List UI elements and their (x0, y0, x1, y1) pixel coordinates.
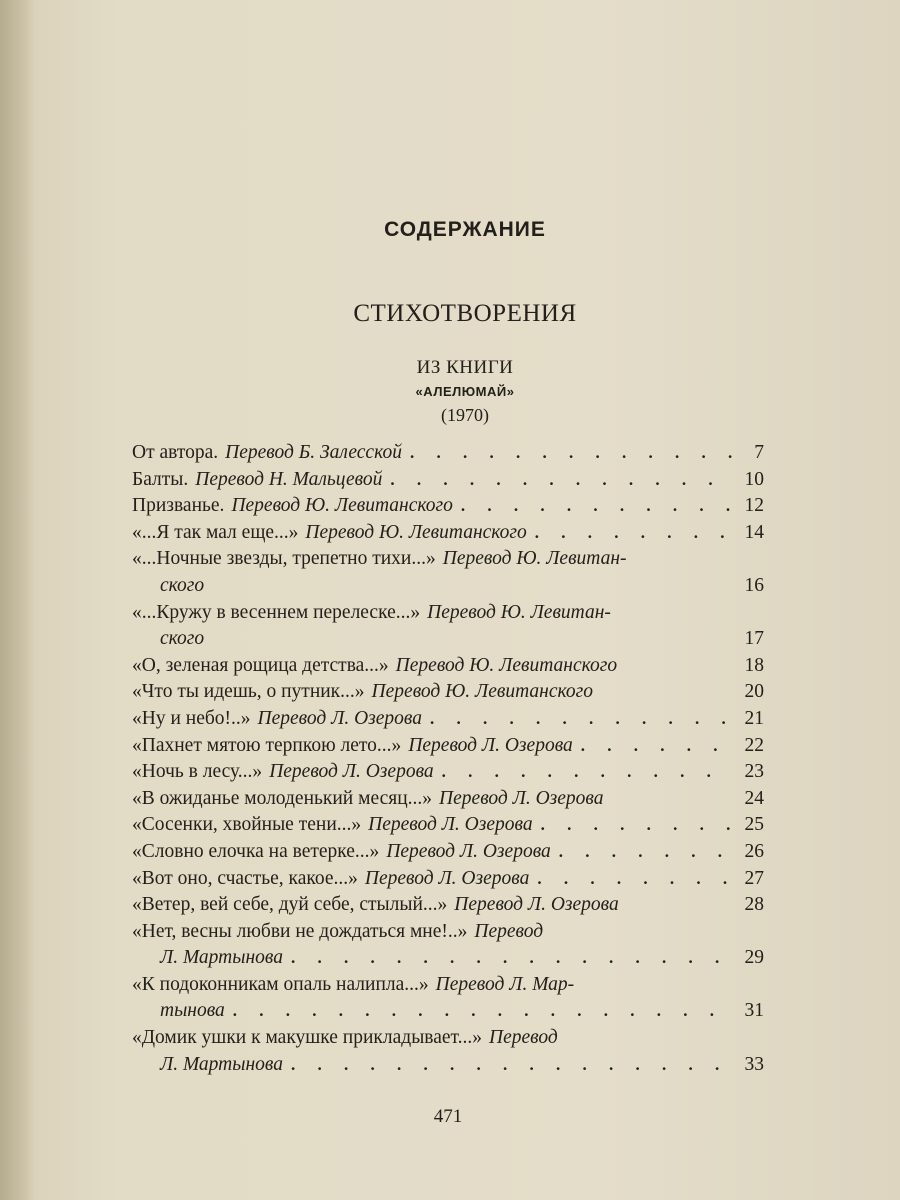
toc-entry-translator: Перевод Ю. Левитан- (427, 601, 611, 623)
toc-entry-translator-continuation: тынова (160, 1000, 225, 1022)
toc-entry (132, 493, 764, 520)
toc-entry (132, 839, 764, 866)
toc-entry-title: Призванье. (132, 495, 225, 517)
toc-entry-title: «Ну и небо!..» (132, 707, 251, 729)
toc-entry-title: «...Я так мал еще...» (132, 521, 299, 543)
toc-entry-title: «Ночь в лесу...» (132, 761, 263, 783)
toc-entry-page: 23 (744, 761, 764, 783)
toc-entry-title: «Сосенки, хвойные тени...» (132, 814, 362, 836)
toc-entry-page: 16 (744, 574, 764, 596)
toc-entry-line (132, 600, 764, 627)
toc-entry-translator: Перевод Л. Озерова (439, 787, 604, 809)
toc-entry-translator: Перевод Ю. Левитанского (231, 495, 453, 517)
book-year-heading: (1970) (441, 405, 489, 425)
toc-entry-translator: Перевод (489, 1027, 558, 1049)
toc-entry-translator-continuation: ского (160, 628, 205, 650)
toc-entry-translator: Перевод Л. Озерова (364, 867, 530, 889)
toc-entry (132, 1025, 764, 1078)
toc-entry-title: «Словно елочка на ветерке...» (132, 840, 380, 862)
toc-entry (132, 600, 764, 653)
toc-entry-line (132, 839, 764, 866)
toc-entry-line (132, 786, 764, 813)
toc-entry-page: 20 (744, 681, 764, 703)
toc-entry-title: Балты. (132, 468, 189, 490)
toc-entry (132, 520, 764, 547)
toc-entry-page: 24 (744, 787, 764, 809)
toc-entry-title: «К подоконникам опаль налипла...» (132, 973, 429, 995)
toc-entry-page: 33 (744, 1053, 764, 1075)
page-binding-shadow (0, 0, 34, 1200)
toc-entry-line (132, 679, 764, 706)
toc-entry (132, 786, 764, 813)
toc-entry-line (132, 546, 764, 573)
toc-entry (132, 733, 764, 760)
toc-entry-title: «В ожиданье молоденький месяц...» (132, 787, 433, 809)
dot-leader (541, 812, 732, 839)
toc-entry-translator: Перевод Л. Озерова (368, 814, 533, 836)
toc-entry (132, 759, 764, 786)
toc-entry-page: 17 (744, 628, 764, 650)
toc-entry-line (132, 467, 764, 494)
toc-entry-translator: Перевод Ю. Левитанского (371, 681, 593, 703)
dot-leader (390, 467, 732, 494)
toc-entry-page: 27 (744, 867, 764, 889)
book-from-heading: ИЗ КНИГИ (416, 357, 514, 378)
toc-entry-page: 25 (744, 814, 764, 836)
toc-entry-line (132, 919, 764, 946)
toc-entry-line (132, 759, 764, 786)
toc-entry-continuation-line (132, 626, 764, 653)
dot-leader (461, 493, 732, 520)
toc-entry-page: 21 (744, 707, 764, 729)
toc-entry (132, 972, 764, 1025)
toc-entry-title: От автора. (132, 442, 219, 463)
toc-entry-translator-continuation: Л. Мартынова (160, 1053, 283, 1075)
toc-entry (132, 546, 764, 599)
dot-leader (430, 706, 732, 733)
toc-entry-title: «Домик ушки к макушке прикладывает...» (132, 1027, 482, 1049)
toc-entry-page: 18 (744, 654, 764, 676)
toc-entry-title: «...Ночные звезды, трепетно тихи...» (132, 548, 436, 570)
toc-entry-continuation-line (132, 573, 764, 600)
contents-heading: СОДЕРЖАНИЕ (384, 218, 546, 241)
toc-entry-translator: Перевод Н. Мальцевой (195, 468, 383, 490)
book-title-heading: «АЛЕЛЮМАЙ» (415, 384, 515, 399)
toc-entry-line (132, 866, 764, 893)
toc-entry-translator-continuation: ского (160, 574, 205, 596)
toc-entry (132, 812, 764, 839)
toc-entry-translator: Перевод Л. Озерова (257, 707, 422, 729)
toc-entry-translator: Перевод Л. Озерова (386, 840, 551, 862)
toc-entry (132, 467, 764, 494)
toc-entry-page: 31 (744, 1000, 764, 1022)
toc-entry-page: 29 (744, 947, 764, 969)
toc-entry (132, 653, 764, 680)
toc-entry-translator: Перевод Л. Озерова (454, 894, 619, 916)
toc-entry-line (132, 493, 764, 520)
toc-entry-page: 28 (744, 894, 764, 916)
toc-entry-translator: Перевод (474, 920, 544, 942)
toc-entry-title: «...Кружу в весеннем перелеске...» (132, 601, 421, 623)
dot-leader (537, 866, 732, 893)
toc-entry-translator-continuation: Л. Мартынова (160, 947, 283, 969)
toc-entry (132, 919, 764, 972)
toc-entry-line (132, 1025, 764, 1052)
toc-entry-translator: Перевод Ю. Левитанского (395, 654, 618, 676)
toc-entry (132, 892, 764, 919)
toc-entry-line (132, 706, 764, 733)
toc-entry-translator: Перевод Л. Озерова (269, 761, 434, 783)
dot-leader (233, 998, 732, 1025)
toc-entry-line (132, 440, 764, 467)
dot-leader (559, 839, 732, 866)
toc-entry-page: 7 (754, 442, 764, 463)
toc-entry-translator: Перевод Б. Залесской (225, 442, 402, 463)
dot-leader (291, 1052, 732, 1079)
toc-entry-line (132, 892, 764, 919)
toc-entry-translator: Перевод Л. Мар- (435, 973, 575, 995)
toc-entry-translator: Перевод Л. Озерова (408, 734, 573, 756)
toc-entry (132, 440, 764, 467)
toc-entry-continuation-line (132, 1052, 764, 1079)
toc-entry-continuation-line (132, 998, 764, 1025)
toc-entry-page: 12 (744, 495, 764, 517)
toc-entry (132, 679, 764, 706)
toc-entry-title: «Вот оно, счастье, какое...» (132, 867, 358, 889)
toc-entry-page: 26 (744, 840, 764, 862)
dot-leader (535, 520, 732, 547)
toc-entry (132, 706, 764, 733)
toc-entry-page: 14 (744, 521, 764, 543)
toc-entry-continuation-line (132, 945, 764, 972)
toc-entry-line (132, 733, 764, 760)
toc-entry-line (132, 812, 764, 839)
dot-leader (410, 440, 732, 467)
dot-leader (291, 945, 732, 972)
section-heading: СТИХОТВОРЕНИЯ (353, 300, 577, 327)
toc-entry (132, 866, 764, 893)
toc-entry-line (132, 972, 764, 999)
toc-entry-title: «Нет, весны любви не дождаться мне!..» (132, 920, 468, 942)
toc-entry-title: «О, зеленая рощица детства...» (132, 654, 389, 676)
toc-entry-line (132, 653, 764, 680)
dot-leader (442, 759, 732, 786)
page-number: 471 (433, 1106, 463, 1127)
toc-entry-title: «Пахнет мятою терпкою лето...» (132, 734, 402, 756)
toc-entry-page: 10 (744, 468, 764, 490)
toc-entry-title: «Что ты идешь, о путник...» (132, 681, 365, 703)
table-of-contents (132, 440, 764, 1078)
toc-entry-line (132, 520, 764, 547)
toc-entry-translator: Перевод Ю. Левитан- (442, 548, 627, 570)
dot-leader (581, 733, 732, 760)
toc-entry-page: 22 (744, 734, 764, 756)
toc-entry-translator: Перевод Ю. Левитанского (305, 521, 527, 543)
toc-entry-title: «Ветер, вей себе, дуй себе, стылый...» (132, 894, 448, 916)
